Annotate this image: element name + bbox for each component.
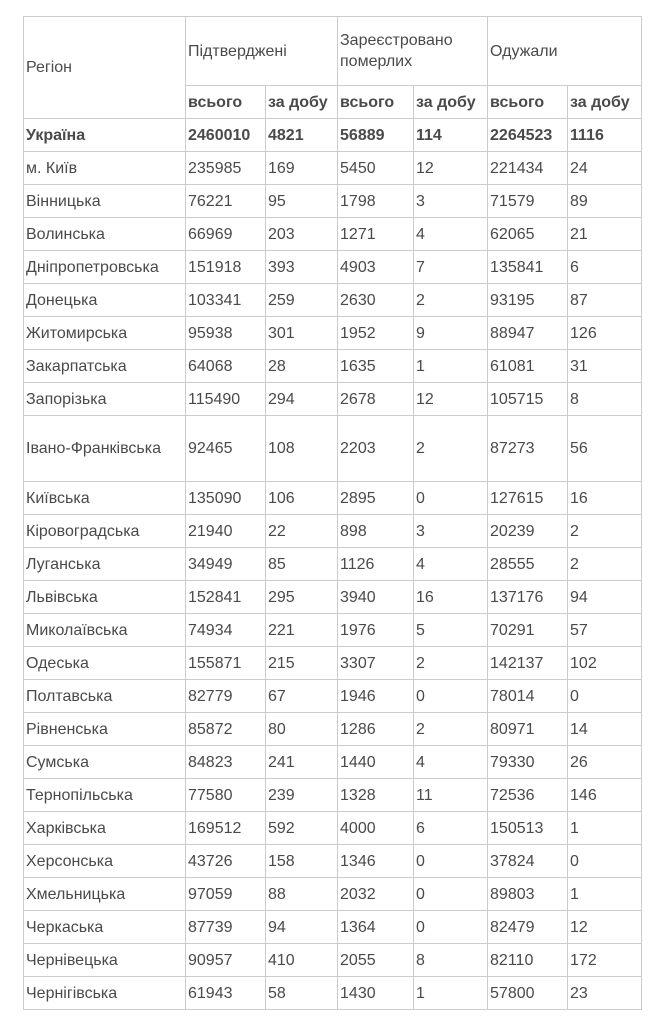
table-row [24, 614, 642, 647]
region-cell: Харківська [24, 812, 186, 845]
confirmed-total-cell: 115490 [186, 383, 266, 416]
confirmed-total-cell: 103341 [186, 284, 266, 317]
table-row [24, 977, 642, 1010]
table-row [24, 548, 642, 581]
deaths-total-cell: 1798 [338, 185, 414, 218]
deaths-total-cell: 2895 [338, 482, 414, 515]
deaths-total-cell: 2678 [338, 383, 414, 416]
header-recovered-total: всього [488, 86, 568, 119]
region-cell: Луганська [24, 548, 186, 581]
table-row [24, 911, 642, 944]
confirmed-total-cell: 66969 [186, 218, 266, 251]
recovered-daily-cell: 21 [568, 218, 642, 251]
confirmed-daily-cell: 203 [266, 218, 338, 251]
region-cell: Сумська [24, 746, 186, 779]
region-cell: Запорізька [24, 383, 186, 416]
deaths-daily-cell: 0 [414, 482, 488, 515]
region-cell: Житомирська [24, 317, 186, 350]
deaths-total-cell: 1126 [338, 548, 414, 581]
header-recovered: Одужали [488, 17, 642, 86]
header-confirmed: Підтверджені [186, 17, 338, 86]
recovered-total-cell: 82479 [488, 911, 568, 944]
deaths-daily-cell: 7 [414, 251, 488, 284]
confirmed-total-cell: 151918 [186, 251, 266, 284]
recovered-total-cell: 79330 [488, 746, 568, 779]
table-row [24, 779, 642, 812]
deaths-daily-cell: 1 [414, 350, 488, 383]
region-cell: Чернігівська [24, 977, 186, 1010]
confirmed-daily-cell: 85 [266, 548, 338, 581]
confirmed-total-cell: 21940 [186, 515, 266, 548]
table-row [24, 416, 642, 482]
table-row [24, 383, 642, 416]
deaths-daily-cell: 16 [414, 581, 488, 614]
recovered-total-cell: 105715 [488, 383, 568, 416]
deaths-total-cell: 5450 [338, 152, 414, 185]
recovered-total-cell: 71579 [488, 185, 568, 218]
confirmed-total-cell: 87739 [186, 911, 266, 944]
recovered-total-cell: 82110 [488, 944, 568, 977]
confirmed-daily-cell: 158 [266, 845, 338, 878]
recovered-total-cell: 150513 [488, 812, 568, 845]
confirmed-daily-cell: 94 [266, 911, 338, 944]
recovered-total-cell: 20239 [488, 515, 568, 548]
deaths-daily-cell: 4 [414, 746, 488, 779]
recovered-daily-cell: 2 [568, 548, 642, 581]
table-row [24, 878, 642, 911]
confirmed-total-cell: 155871 [186, 647, 266, 680]
confirmed-total-cell: 92465 [186, 416, 266, 482]
confirmed-daily-cell: 241 [266, 746, 338, 779]
recovered-daily-cell: 1 [568, 812, 642, 845]
deaths-total-cell: 898 [338, 515, 414, 548]
deaths-daily-cell: 3 [414, 515, 488, 548]
summary-deaths-total: 56889 [338, 119, 414, 152]
summary-confirmed-total: 2460010 [186, 119, 266, 152]
recovered-total-cell: 93195 [488, 284, 568, 317]
region-cell: Львівська [24, 581, 186, 614]
confirmed-daily-cell: 410 [266, 944, 338, 977]
deaths-total-cell: 1346 [338, 845, 414, 878]
recovered-total-cell: 57800 [488, 977, 568, 1010]
region-cell: Івано-Франківська [24, 416, 186, 482]
table-row [24, 284, 642, 317]
confirmed-total-cell: 64068 [186, 350, 266, 383]
deaths-daily-cell: 0 [414, 911, 488, 944]
table-row [24, 746, 642, 779]
deaths-daily-cell: 5 [414, 614, 488, 647]
confirmed-daily-cell: 259 [266, 284, 338, 317]
recovered-daily-cell: 89 [568, 185, 642, 218]
recovered-total-cell: 80971 [488, 713, 568, 746]
deaths-daily-cell: 6 [414, 812, 488, 845]
deaths-daily-cell: 0 [414, 878, 488, 911]
deaths-total-cell: 1364 [338, 911, 414, 944]
confirmed-daily-cell: 88 [266, 878, 338, 911]
confirmed-total-cell: 90957 [186, 944, 266, 977]
confirmed-total-cell: 82779 [186, 680, 266, 713]
recovered-total-cell: 72536 [488, 779, 568, 812]
recovered-total-cell: 87273 [488, 416, 568, 482]
confirmed-daily-cell: 221 [266, 614, 338, 647]
recovered-daily-cell: 31 [568, 350, 642, 383]
recovered-daily-cell: 0 [568, 680, 642, 713]
deaths-total-cell: 1430 [338, 977, 414, 1010]
confirmed-daily-cell: 95 [266, 185, 338, 218]
deaths-daily-cell: 12 [414, 383, 488, 416]
region-cell: Рівненська [24, 713, 186, 746]
recovered-daily-cell: 1 [568, 878, 642, 911]
confirmed-daily-cell: 67 [266, 680, 338, 713]
table-row [24, 515, 642, 548]
recovered-total-cell: 78014 [488, 680, 568, 713]
table-row [24, 581, 642, 614]
region-cell: Миколаївська [24, 614, 186, 647]
deaths-total-cell: 3940 [338, 581, 414, 614]
deaths-daily-cell: 2 [414, 284, 488, 317]
header-confirmed-daily: за добу [266, 86, 338, 119]
region-cell: Одеська [24, 647, 186, 680]
confirmed-daily-cell: 22 [266, 515, 338, 548]
region-cell: Полтавська [24, 680, 186, 713]
confirmed-total-cell: 85872 [186, 713, 266, 746]
deaths-daily-cell: 0 [414, 845, 488, 878]
region-cell: Волинська [24, 218, 186, 251]
header-row-groups [24, 17, 642, 86]
summary-recovered-daily: 1116 [568, 119, 642, 152]
table-row [24, 812, 642, 845]
deaths-total-cell: 1271 [338, 218, 414, 251]
confirmed-daily-cell: 108 [266, 416, 338, 482]
summary-confirmed-daily: 4821 [266, 119, 338, 152]
confirmed-total-cell: 169512 [186, 812, 266, 845]
deaths-total-cell: 2055 [338, 944, 414, 977]
recovered-daily-cell: 23 [568, 977, 642, 1010]
deaths-total-cell: 4000 [338, 812, 414, 845]
confirmed-total-cell: 77580 [186, 779, 266, 812]
table-row [24, 482, 642, 515]
confirmed-daily-cell: 80 [266, 713, 338, 746]
table-row [24, 845, 642, 878]
confirmed-daily-cell: 106 [266, 482, 338, 515]
deaths-daily-cell: 12 [414, 152, 488, 185]
header-deaths-total: всього [338, 86, 414, 119]
summary-row [24, 119, 642, 152]
recovered-total-cell: 221434 [488, 152, 568, 185]
recovered-total-cell: 142137 [488, 647, 568, 680]
recovered-daily-cell: 6 [568, 251, 642, 284]
confirmed-total-cell: 95938 [186, 317, 266, 350]
deaths-total-cell: 1286 [338, 713, 414, 746]
confirmed-daily-cell: 301 [266, 317, 338, 350]
confirmed-total-cell: 97059 [186, 878, 266, 911]
region-cell: м. Київ [24, 152, 186, 185]
confirmed-daily-cell: 393 [266, 251, 338, 284]
recovered-total-cell: 70291 [488, 614, 568, 647]
recovered-daily-cell: 57 [568, 614, 642, 647]
recovered-total-cell: 137176 [488, 581, 568, 614]
confirmed-total-cell: 84823 [186, 746, 266, 779]
recovered-daily-cell: 26 [568, 746, 642, 779]
recovered-daily-cell: 94 [568, 581, 642, 614]
region-cell: Чернівецька [24, 944, 186, 977]
deaths-daily-cell: 2 [414, 647, 488, 680]
region-cell: Київська [24, 482, 186, 515]
region-cell: Хмельницька [24, 878, 186, 911]
confirmed-total-cell: 235985 [186, 152, 266, 185]
deaths-total-cell: 2032 [338, 878, 414, 911]
table-row [24, 251, 642, 284]
deaths-total-cell: 1440 [338, 746, 414, 779]
confirmed-total-cell: 43726 [186, 845, 266, 878]
region-cell: Кіровоградська [24, 515, 186, 548]
deaths-total-cell: 1976 [338, 614, 414, 647]
recovered-total-cell: 88947 [488, 317, 568, 350]
table-row [24, 647, 642, 680]
confirmed-daily-cell: 169 [266, 152, 338, 185]
deaths-total-cell: 1328 [338, 779, 414, 812]
recovered-daily-cell: 2 [568, 515, 642, 548]
recovered-daily-cell: 172 [568, 944, 642, 977]
recovered-daily-cell: 24 [568, 152, 642, 185]
region-cell: Вінницька [24, 185, 186, 218]
deaths-daily-cell: 11 [414, 779, 488, 812]
confirmed-daily-cell: 295 [266, 581, 338, 614]
table-row [24, 152, 642, 185]
deaths-total-cell: 1635 [338, 350, 414, 383]
table-row [24, 944, 642, 977]
recovered-total-cell: 127615 [488, 482, 568, 515]
recovered-total-cell: 28555 [488, 548, 568, 581]
deaths-daily-cell: 3 [414, 185, 488, 218]
header-deaths-daily: за добу [414, 86, 488, 119]
confirmed-total-cell: 74934 [186, 614, 266, 647]
deaths-total-cell: 1946 [338, 680, 414, 713]
recovered-daily-cell: 14 [568, 713, 642, 746]
region-cell: Херсонська [24, 845, 186, 878]
deaths-daily-cell: 0 [414, 680, 488, 713]
stats-table-container [23, 16, 642, 1010]
recovered-daily-cell: 16 [568, 482, 642, 515]
recovered-daily-cell: 87 [568, 284, 642, 317]
recovered-daily-cell: 8 [568, 383, 642, 416]
header-deaths: Зареєстровано померлих [338, 17, 488, 86]
confirmed-daily-cell: 28 [266, 350, 338, 383]
recovered-daily-cell: 126 [568, 317, 642, 350]
recovered-total-cell: 89803 [488, 878, 568, 911]
confirmed-daily-cell: 215 [266, 647, 338, 680]
header-recovered-daily: за добу [568, 86, 642, 119]
deaths-daily-cell: 4 [414, 218, 488, 251]
table-row [24, 350, 642, 383]
region-cell: Закарпатська [24, 350, 186, 383]
confirmed-total-cell: 152841 [186, 581, 266, 614]
deaths-total-cell: 2630 [338, 284, 414, 317]
region-cell: Тернопільська [24, 779, 186, 812]
deaths-daily-cell: 8 [414, 944, 488, 977]
deaths-daily-cell: 4 [414, 548, 488, 581]
recovered-total-cell: 135841 [488, 251, 568, 284]
recovered-daily-cell: 12 [568, 911, 642, 944]
table-row [24, 218, 642, 251]
deaths-daily-cell: 2 [414, 713, 488, 746]
summary-deaths-daily: 114 [414, 119, 488, 152]
table-row [24, 185, 642, 218]
confirmed-total-cell: 34949 [186, 548, 266, 581]
deaths-total-cell: 3307 [338, 647, 414, 680]
confirmed-total-cell: 135090 [186, 482, 266, 515]
recovered-daily-cell: 146 [568, 779, 642, 812]
deaths-daily-cell: 1 [414, 977, 488, 1010]
header-confirmed-total: всього [186, 86, 266, 119]
covid-stats-table [23, 16, 642, 1010]
table-row [24, 317, 642, 350]
deaths-total-cell: 1952 [338, 317, 414, 350]
confirmed-daily-cell: 58 [266, 977, 338, 1010]
table-row [24, 713, 642, 746]
region-cell: Черкаська [24, 911, 186, 944]
deaths-daily-cell: 9 [414, 317, 488, 350]
confirmed-daily-cell: 239 [266, 779, 338, 812]
summary-region: Україна [24, 119, 186, 152]
table-body [24, 119, 642, 1010]
recovered-daily-cell: 56 [568, 416, 642, 482]
region-cell: Донецька [24, 284, 186, 317]
confirmed-daily-cell: 294 [266, 383, 338, 416]
deaths-total-cell: 2203 [338, 416, 414, 482]
recovered-total-cell: 37824 [488, 845, 568, 878]
confirmed-total-cell: 61943 [186, 977, 266, 1010]
confirmed-total-cell: 76221 [186, 185, 266, 218]
header-region: Регіон [24, 17, 186, 119]
confirmed-daily-cell: 592 [266, 812, 338, 845]
recovered-total-cell: 61081 [488, 350, 568, 383]
deaths-daily-cell: 2 [414, 416, 488, 482]
recovered-daily-cell: 102 [568, 647, 642, 680]
table-row [24, 680, 642, 713]
region-cell: Дніпропетровська [24, 251, 186, 284]
summary-recovered-total: 2264523 [488, 119, 568, 152]
deaths-total-cell: 4903 [338, 251, 414, 284]
recovered-daily-cell: 0 [568, 845, 642, 878]
recovered-total-cell: 62065 [488, 218, 568, 251]
